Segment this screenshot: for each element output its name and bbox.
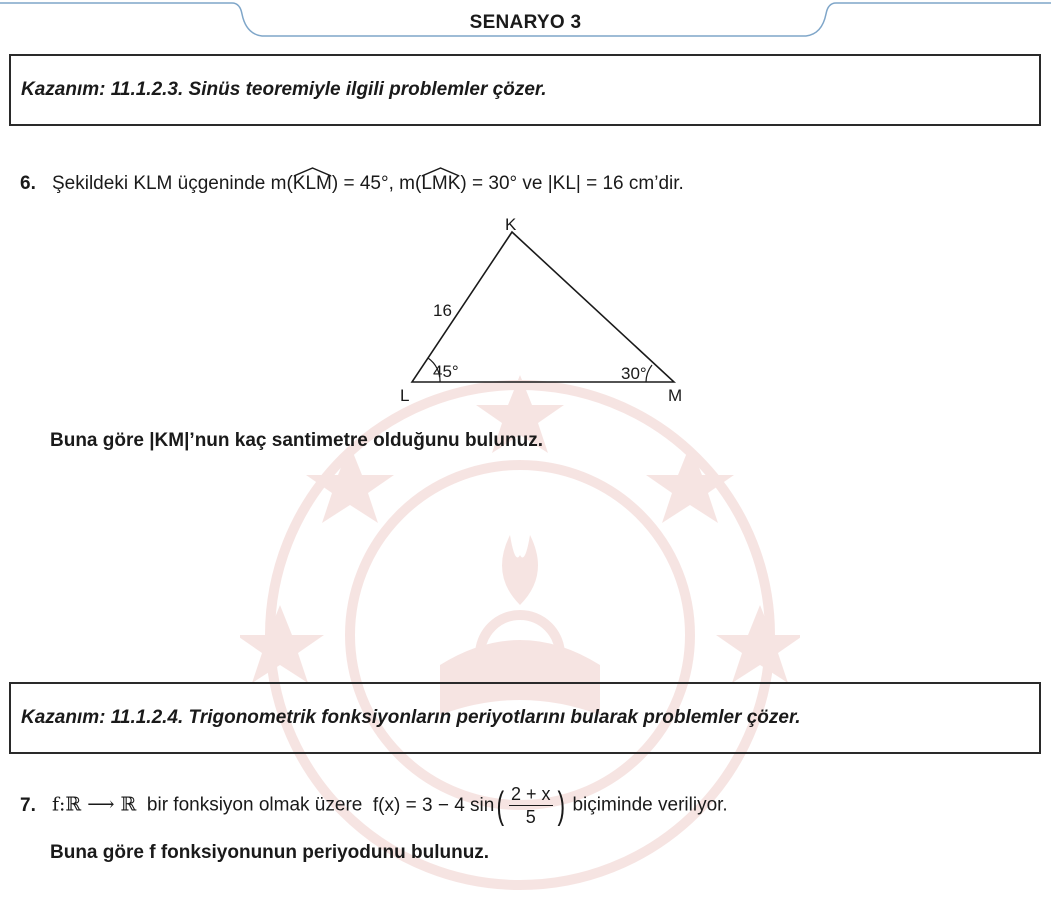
learning-outcome-text: Kazanım: 11.1.2.4. Trigonometrik fonksiyonların periyotlarını bularak problemler çözer. [21, 707, 801, 728]
question-number: 7. [20, 794, 36, 816]
question-7-prompt: Buna göre f fonksiyonunun periyodunu bulunuz. [50, 842, 490, 863]
formula: f(x) = 3 − 4 sin( $\frac{2 + x}{5}$ ) [372, 784, 565, 827]
statement-text: bir fonksiyon olmak üzere [146, 794, 363, 816]
fraction: $\frac{2 + x}{5}$ [511, 784, 551, 827]
learning-outcome-box [9, 682, 1041, 754]
statement-text: biçiminde veriliyor. [572, 794, 728, 816]
angle-m-label: 30° [621, 364, 647, 383]
statement-text: ) = 45°, m( [331, 173, 422, 194]
statement-text: Şekildeki KLM üçgeninde m( [52, 173, 293, 194]
question-number: 6. [20, 173, 36, 194]
angle-arc-m [646, 365, 652, 382]
learning-outcome-box [9, 54, 1041, 126]
function-declaration: f:ℝ ⟶ ℝ [52, 793, 137, 816]
vertex-l-label: L [400, 386, 410, 405]
side-kl-label: 16 [433, 301, 452, 320]
vertex-m-label: M [668, 386, 683, 405]
vertex-k-label: K [505, 215, 517, 234]
triangle-figure [390, 210, 700, 410]
learning-outcome-text: Kazanım: 11.1.2.3. Sinüs teoremiyle ilgili problemler çözer. [21, 79, 547, 100]
question-7-statement [20, 785, 728, 826]
angle-lmk: LMK [421, 173, 460, 195]
page-title: SENARYO 3 [469, 12, 582, 33]
question-6-prompt: Buna göre |KM|’nun kaç santimetre olduğunu bulunuz. [50, 430, 544, 451]
question-6-statement [20, 173, 684, 195]
statement-text: ) = 30° ve |KL| = 16 cm’dir. [460, 173, 684, 194]
angle-l-label: 45° [433, 362, 459, 381]
angle-klm: KLM [293, 173, 332, 195]
